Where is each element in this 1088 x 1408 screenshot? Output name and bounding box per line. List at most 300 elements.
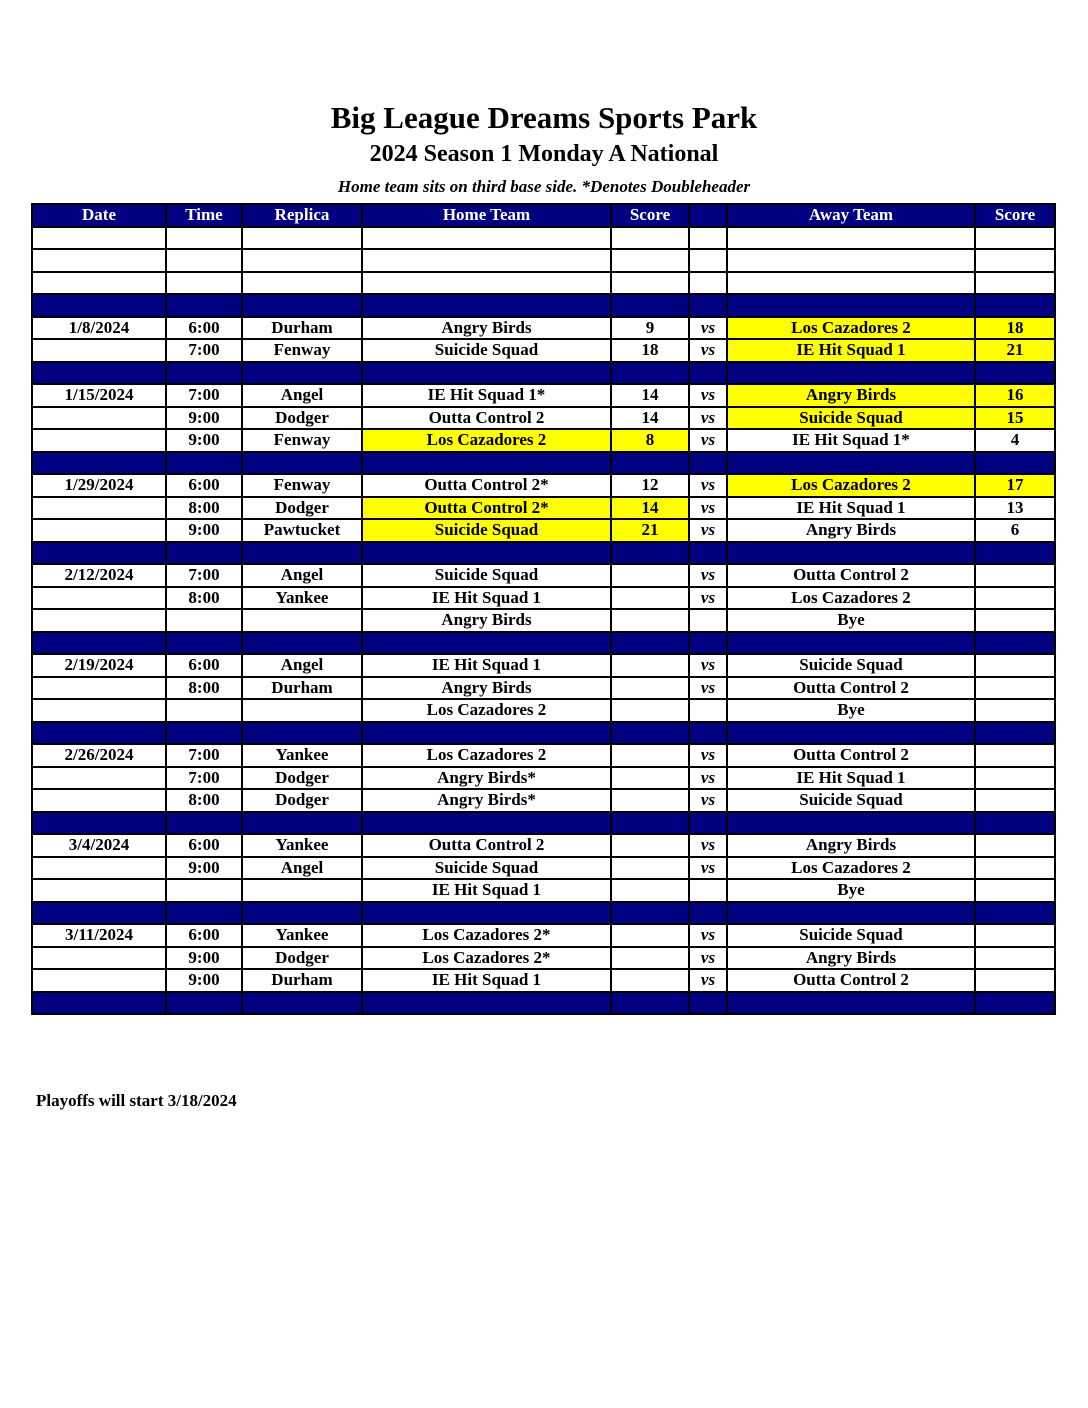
empty-cell-time [166,902,242,925]
empty-cell-date [32,227,166,250]
cell-home-score [611,564,689,587]
cell-home-score [611,654,689,677]
game-row [32,497,1055,520]
empty-cell-date [32,902,166,925]
cell-home-team: Angry Birds [362,609,611,632]
cell-replica: Dodger [242,789,362,812]
cell-away-team: Suicide Squad [727,924,975,947]
cell-home-team: Los Cazadores 2* [362,924,611,947]
cell-home-score [611,924,689,947]
empty-cell-away-score [975,272,1055,295]
cell-vs: vs [689,677,727,700]
column-header-date: Date [32,204,166,227]
empty-cell-home-score [611,227,689,250]
cell-home-score [611,969,689,992]
empty-cell-replica [242,902,362,925]
empty-cell-time [166,272,242,295]
cell-away-team: Suicide Squad [727,654,975,677]
empty-cell-vs [689,362,727,385]
cell-away-team: IE Hit Squad 1 [727,339,975,362]
cell-date: 1/15/2024 [32,384,166,407]
cell-home-team: Angry Birds [362,677,611,700]
header-row [32,204,1055,227]
cell-away-team: Los Cazadores 2 [727,857,975,880]
empty-cell-home-team [362,294,611,317]
cell-vs: vs [689,654,727,677]
game-row [32,654,1055,677]
cell-time: 7:00 [166,767,242,790]
empty-cell-away-team [727,227,975,250]
empty-cell-time [166,452,242,475]
cell-time [166,699,242,722]
empty-cell-date [32,272,166,295]
empty-cell-away-team [727,452,975,475]
cell-away-score [975,924,1055,947]
cell-replica: Dodger [242,767,362,790]
blank-row [32,272,1055,295]
separator-row [32,542,1055,565]
empty-cell-away-team [727,902,975,925]
empty-cell-vs [689,812,727,835]
cell-home-team: Angry Birds* [362,789,611,812]
cell-home-team: IE Hit Squad 1* [362,384,611,407]
cell-vs: vs [689,339,727,362]
playoffs-note: Playoffs will start 3/18/2024 [36,1091,237,1110]
cell-replica: Dodger [242,497,362,520]
separator-row [32,812,1055,835]
empty-cell-away-score [975,227,1055,250]
cell-replica: Dodger [242,947,362,970]
cell-date: 3/11/2024 [32,924,166,947]
empty-cell-vs [689,992,727,1015]
cell-away-team: Los Cazadores 2 [727,474,975,497]
blank-row [32,227,1055,250]
cell-home-team: Outta Control 2 [362,834,611,857]
empty-cell-home-team [362,249,611,272]
cell-home-team: IE Hit Squad 1 [362,654,611,677]
cell-away-score [975,947,1055,970]
cell-home-team: Suicide Squad [362,564,611,587]
empty-cell-home-score [611,272,689,295]
empty-cell-date [32,362,166,385]
cell-home-team: IE Hit Squad 1 [362,879,611,902]
cell-away-team: Angry Birds [727,519,975,542]
empty-cell-away-score [975,249,1055,272]
column-header-vs [689,204,727,227]
empty-cell-replica [242,249,362,272]
game-row [32,924,1055,947]
cell-away-score [975,609,1055,632]
cell-time: 6:00 [166,474,242,497]
cell-home-score [611,677,689,700]
separator-row [32,294,1055,317]
cell-date [32,339,166,362]
game-row [32,384,1055,407]
empty-cell-date [32,294,166,317]
empty-cell-replica [242,452,362,475]
empty-cell-vs [689,294,727,317]
cell-away-team: Angry Birds [727,384,975,407]
cell-away-team: Bye [727,879,975,902]
cell-away-score [975,744,1055,767]
empty-cell-home-team [362,632,611,655]
empty-cell-time [166,542,242,565]
cell-date [32,947,166,970]
empty-cell-replica [242,294,362,317]
cell-home-score: 9 [611,317,689,340]
cell-away-team: IE Hit Squad 1 [727,497,975,520]
empty-cell-date [32,632,166,655]
cell-home-team: IE Hit Squad 1 [362,587,611,610]
cell-home-score: 14 [611,497,689,520]
cell-date [32,519,166,542]
cell-replica: Durham [242,317,362,340]
empty-cell-time [166,632,242,655]
cell-home-score [611,857,689,880]
empty-cell-home-score [611,452,689,475]
empty-cell-replica [242,812,362,835]
cell-time: 9:00 [166,947,242,970]
cell-away-team: Outta Control 2 [727,677,975,700]
cell-vs: vs [689,924,727,947]
game-row [32,407,1055,430]
empty-cell-replica [242,632,362,655]
cell-away-team: Suicide Squad [727,407,975,430]
cell-time: 8:00 [166,677,242,700]
game-row [32,609,1055,632]
empty-cell-away-team [727,992,975,1015]
empty-cell-home-team [362,902,611,925]
cell-replica [242,609,362,632]
empty-cell-away-team [727,632,975,655]
column-header-replica: Replica [242,204,362,227]
cell-home-score [611,767,689,790]
cell-away-score: 16 [975,384,1055,407]
empty-cell-home-team [362,452,611,475]
cell-replica [242,699,362,722]
column-header-away-team: Away Team [727,204,975,227]
cell-vs: vs [689,429,727,452]
game-row [32,519,1055,542]
cell-away-score [975,587,1055,610]
cell-time: 7:00 [166,564,242,587]
empty-cell-date [32,249,166,272]
cell-date [32,789,166,812]
cell-away-score: 17 [975,474,1055,497]
cell-replica: Durham [242,969,362,992]
empty-cell-time [166,294,242,317]
cell-home-score [611,609,689,632]
cell-home-team: Los Cazadores 2* [362,947,611,970]
cell-home-score [611,947,689,970]
game-row [32,969,1055,992]
cell-time: 9:00 [166,519,242,542]
separator-row [32,632,1055,655]
cell-date: 2/12/2024 [32,564,166,587]
separator-row [32,722,1055,745]
cell-time: 8:00 [166,587,242,610]
cell-replica: Dodger [242,407,362,430]
cell-home-score: 18 [611,339,689,362]
cell-time: 9:00 [166,857,242,880]
cell-time: 7:00 [166,339,242,362]
empty-cell-replica [242,272,362,295]
cell-time: 9:00 [166,429,242,452]
cell-date: 1/8/2024 [32,317,166,340]
cell-home-team: Suicide Squad [362,519,611,542]
cell-time [166,879,242,902]
cell-replica: Pawtucket [242,519,362,542]
separator-row [32,452,1055,475]
cell-time: 6:00 [166,654,242,677]
cell-away-score [975,857,1055,880]
cell-time: 6:00 [166,834,242,857]
empty-cell-replica [242,722,362,745]
cell-time: 8:00 [166,789,242,812]
empty-cell-time [166,227,242,250]
cell-away-score [975,969,1055,992]
cell-away-score [975,789,1055,812]
empty-cell-home-team [362,272,611,295]
empty-cell-away-team [727,362,975,385]
cell-home-team: IE Hit Squad 1 [362,969,611,992]
game-row [32,429,1055,452]
cell-away-score [975,564,1055,587]
cell-date [32,857,166,880]
cell-home-score [611,789,689,812]
cell-replica: Fenway [242,429,362,452]
empty-cell-vs [689,542,727,565]
empty-cell-replica [242,227,362,250]
cell-home-team: Los Cazadores 2 [362,699,611,722]
empty-cell-home-team [362,812,611,835]
game-row [32,474,1055,497]
empty-cell-away-team [727,294,975,317]
cell-away-score: 18 [975,317,1055,340]
empty-cell-away-score [975,992,1055,1015]
cell-date [32,879,166,902]
cell-date [32,677,166,700]
cell-replica: Yankee [242,924,362,947]
cell-replica: Durham [242,677,362,700]
empty-cell-home-score [611,902,689,925]
cell-home-team: Angry Birds [362,317,611,340]
cell-home-team: Los Cazadores 2 [362,429,611,452]
cell-date [32,767,166,790]
empty-cell-home-score [611,632,689,655]
cell-away-score [975,654,1055,677]
cell-home-score: 14 [611,407,689,430]
empty-cell-away-team [727,542,975,565]
game-row [32,339,1055,362]
cell-date: 2/19/2024 [32,654,166,677]
cell-time: 7:00 [166,744,242,767]
empty-cell-away-score [975,902,1055,925]
empty-cell-date [32,722,166,745]
empty-cell-date [32,812,166,835]
cell-away-score: 21 [975,339,1055,362]
schedule-note: Home team sits on third base side. *Denotes Doubleheader [337,177,751,196]
cell-home-score: 12 [611,474,689,497]
cell-home-team: Angry Birds* [362,767,611,790]
empty-cell-away-team [727,249,975,272]
cell-date [32,587,166,610]
cell-home-team: Outta Control 2* [362,474,611,497]
cell-vs: vs [689,519,727,542]
cell-away-score: 13 [975,497,1055,520]
empty-cell-home-team [362,227,611,250]
cell-time: 9:00 [166,407,242,430]
empty-cell-away-score [975,722,1055,745]
empty-cell-vs [689,272,727,295]
game-row [32,767,1055,790]
empty-cell-replica [242,542,362,565]
cell-away-score [975,834,1055,857]
cell-time: 6:00 [166,924,242,947]
cell-away-team: Angry Birds [727,947,975,970]
cell-home-team: Suicide Squad [362,339,611,362]
cell-home-score: 14 [611,384,689,407]
cell-vs: vs [689,744,727,767]
cell-away-score: 6 [975,519,1055,542]
cell-vs: vs [689,834,727,857]
cell-away-team: Bye [727,699,975,722]
cell-replica: Fenway [242,474,362,497]
empty-cell-date [32,542,166,565]
cell-vs [689,699,727,722]
empty-cell-time [166,362,242,385]
empty-cell-vs [689,722,727,745]
empty-cell-home-score [611,294,689,317]
cell-away-team: Angry Birds [727,834,975,857]
schedule-table [31,203,1056,1015]
cell-away-team: Outta Control 2 [727,564,975,587]
cell-vs: vs [689,564,727,587]
column-header-home-score: Score [611,204,689,227]
page-title: Big League Dreams Sports Park [330,100,758,135]
cell-away-score [975,767,1055,790]
cell-time: 9:00 [166,969,242,992]
empty-cell-time [166,992,242,1015]
cell-replica: Fenway [242,339,362,362]
cell-vs: vs [689,407,727,430]
cell-vs: vs [689,789,727,812]
cell-date [32,609,166,632]
cell-away-team: Los Cazadores 2 [727,587,975,610]
empty-cell-date [32,992,166,1015]
empty-cell-home-team [362,362,611,385]
cell-replica: Yankee [242,834,362,857]
cell-date [32,407,166,430]
cell-vs: vs [689,587,727,610]
cell-replica: Angel [242,384,362,407]
game-row [32,947,1055,970]
cell-away-score [975,699,1055,722]
cell-away-score [975,879,1055,902]
cell-vs [689,879,727,902]
game-row [32,317,1055,340]
cell-home-team: Outta Control 2 [362,407,611,430]
cell-vs: vs [689,497,727,520]
cell-home-team: Outta Control 2* [362,497,611,520]
empty-cell-home-team [362,722,611,745]
empty-cell-away-score [975,294,1055,317]
game-row [32,834,1055,857]
empty-cell-vs [689,902,727,925]
empty-cell-away-score [975,362,1055,385]
cell-vs: vs [689,969,727,992]
cell-replica: Yankee [242,744,362,767]
column-header-away-score: Score [975,204,1055,227]
cell-replica [242,879,362,902]
cell-vs: vs [689,474,727,497]
game-row [32,587,1055,610]
cell-vs: vs [689,947,727,970]
cell-home-score: 8 [611,429,689,452]
cell-away-team: Bye [727,609,975,632]
empty-cell-home-score [611,249,689,272]
cell-date [32,429,166,452]
cell-away-score: 4 [975,429,1055,452]
game-row [32,789,1055,812]
empty-cell-home-team [362,992,611,1015]
empty-cell-vs [689,249,727,272]
empty-cell-home-score [611,992,689,1015]
cell-vs: vs [689,857,727,880]
game-row [32,744,1055,767]
empty-cell-away-score [975,542,1055,565]
empty-cell-time [166,812,242,835]
cell-vs: vs [689,384,727,407]
cell-date [32,497,166,520]
empty-cell-replica [242,362,362,385]
cell-replica: Angel [242,654,362,677]
cell-home-score [611,587,689,610]
empty-cell-time [166,722,242,745]
game-row [32,879,1055,902]
cell-away-team: Suicide Squad [727,789,975,812]
cell-home-score [611,834,689,857]
cell-time: 7:00 [166,384,242,407]
cell-date [32,969,166,992]
cell-away-team: IE Hit Squad 1* [727,429,975,452]
cell-replica: Yankee [242,587,362,610]
cell-date: 3/4/2024 [32,834,166,857]
cell-date [32,699,166,722]
empty-cell-away-score [975,452,1055,475]
cell-home-score [611,744,689,767]
blank-row [32,249,1055,272]
cell-away-team: IE Hit Squad 1 [727,767,975,790]
cell-away-team: Outta Control 2 [727,744,975,767]
empty-cell-vs [689,452,727,475]
cell-date: 1/29/2024 [32,474,166,497]
game-row [32,564,1055,587]
empty-cell-replica [242,992,362,1015]
empty-cell-vs [689,227,727,250]
empty-cell-home-score [611,812,689,835]
cell-time: 8:00 [166,497,242,520]
page-subtitle: 2024 Season 1 Monday A National [369,141,719,167]
cell-away-score [975,677,1055,700]
empty-cell-time [166,249,242,272]
empty-cell-home-team [362,542,611,565]
separator-row [32,992,1055,1015]
empty-cell-date [32,452,166,475]
cell-away-team: Los Cazadores 2 [727,317,975,340]
separator-row [32,362,1055,385]
cell-home-score [611,879,689,902]
